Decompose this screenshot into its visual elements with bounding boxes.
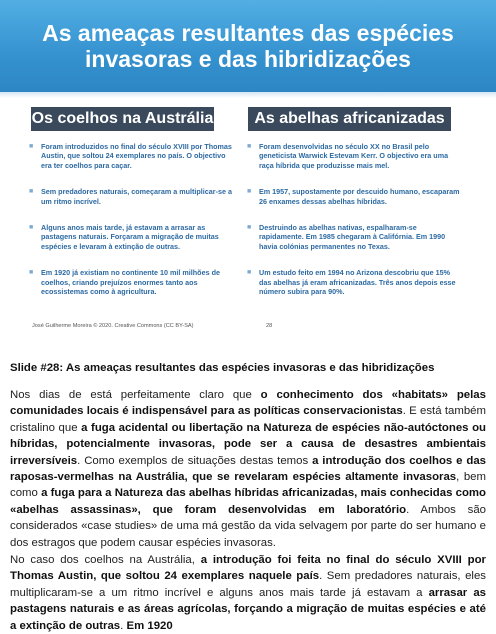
bullet-item <box>246 223 461 251</box>
bullet-text: Em 1957, supostamente por descuido humano, escaparam 26 enxames dessas abelhas híbridas. <box>259 187 460 206</box>
text-run: . E está também cristalino que <box>10 405 486 434</box>
bold-text-run: Em 1920 <box>126 619 173 632</box>
slide-title-line: As ameaças resultantes das espécies <box>42 20 454 46</box>
bullet-icon: ■ <box>247 269 252 277</box>
text-run: . Sem predadores naturais, eles multiplicaram-se a um ritmo incrível e alguns anos mais tarde já estavam a <box>10 570 486 599</box>
bold-text-run: a fuga para a Natureza das abelhas híbridas africanizadas, mais conhecidas como «abelhas assassinas», que foram desenvolvidas em laboratório <box>10 487 486 516</box>
slide-page-number: 28 <box>266 323 273 329</box>
left-bullet-list <box>28 142 233 296</box>
body-paragraph <box>10 387 486 551</box>
banner-shadow <box>0 88 496 98</box>
bullet-text: Foram introduzidos no final do século XVIII por Thomas Austin, que soltou 24 exemplares no país. O objectivo era ter coelhos para caçar. <box>41 142 232 170</box>
text-run: . Ambos são considerados «case studies» de uma má gestão da vida selvagem por parte do ser humano e dos estragos que podem causar espécies invasoras. <box>10 503 487 549</box>
bullet-icon: ■ <box>29 188 34 196</box>
text-run: . Como exemplos de situações destas temos <box>77 454 313 467</box>
right-bullet-list <box>246 142 461 296</box>
bullet-item <box>28 268 233 296</box>
bullet-icon: ■ <box>29 224 34 232</box>
bold-text-run: a fuga acidental ou libertação na Natureza de espécies não-autóctones ou híbridas, potencialmente invasoras, pode ser a causa de desastres ambientais irreversíveis <box>10 421 486 467</box>
left-column-heading: Os coelhos na Austrália <box>31 107 214 131</box>
bullet-icon: ■ <box>247 224 252 232</box>
bullet-text: Foram desenvolvidas no século XX no Brasil pelo geneticista Warwick Estevam Kerr. O objectivo era uma raça híbrida que produzisse mais mel. <box>259 142 449 170</box>
bullet-text: Em 1920 já existiam no continente 10 mil milhões de coelhos, criando prejuízos enormes tanto aos ecossistemas como à agricultura. <box>41 268 220 297</box>
text-run: Nos dias de está perfeitamente claro que <box>10 389 261 401</box>
bullet-icon: ■ <box>247 188 252 196</box>
bullet-item <box>246 187 461 206</box>
text-run: . <box>120 619 127 632</box>
bullet-item <box>28 223 233 251</box>
bold-text-run: a introdução dos coelhos e das raposas-vermelhas na Austrália, que se revelaram espécies altamente invasoras <box>10 454 486 484</box>
bullet-item <box>28 142 233 170</box>
bold-text-run: a introdução foi feita no final do século XVIII por Thomas Austin, que soltou 24 exemplares naquele país <box>10 554 486 583</box>
bullet-icon: ■ <box>247 143 252 150</box>
bullet-icon: ■ <box>29 143 34 150</box>
slide-copyright: José Guilherme Moreira © 2020. Creative Commons (CC BY-SA) <box>32 323 194 329</box>
bullet-item <box>246 142 461 170</box>
bullet-text: Sem predadores naturais, começaram a multiplicar-se a um ritmo incrível. <box>41 187 232 206</box>
slide-title <box>24 20 472 72</box>
bullet-item <box>28 187 233 206</box>
text-run: , bem como <box>10 471 486 500</box>
right-column-heading: As abelhas africanizadas <box>248 107 451 131</box>
bullet-icon: ■ <box>29 269 34 277</box>
bullet-text: Alguns anos mais tarde, já estavam a arrasar as pastagens naturais. Forçaram a migração de muitas espécies e levaram à extinção de outras. <box>41 223 219 251</box>
text-run: No caso dos coelhos na Austrália, <box>10 554 201 566</box>
bullet-item <box>246 268 461 296</box>
body-paragraph <box>10 552 486 634</box>
slide-caption: Slide #28: As ameaças resultantes das espécies invasoras e das hibridizações <box>10 362 435 374</box>
bold-text-run: o conhecimento dos «habitats» pelas comunidades locais é indispensável para as políticas conservacionistas <box>10 389 486 418</box>
bullet-text: Destruindo as abelhas nativas, espalharam-se rapidamente. Em 1985 chegaram à Califórnia. Em 1990 havia colónias permanentes no Texas. <box>259 223 446 251</box>
slide-title-line: invasoras e das hibridizações <box>85 46 411 72</box>
bold-text-run: arrasar as pastagens naturais e as áreas agrícolas, forçando a migração de muitas espécies e até a extinção de outras <box>10 586 486 632</box>
bullet-text: Um estudo feito em 1994 no Arizona descobriu que 15% das abelhas já eram africanizadas. Três anos depois esse número subira para 90%. <box>259 268 456 297</box>
